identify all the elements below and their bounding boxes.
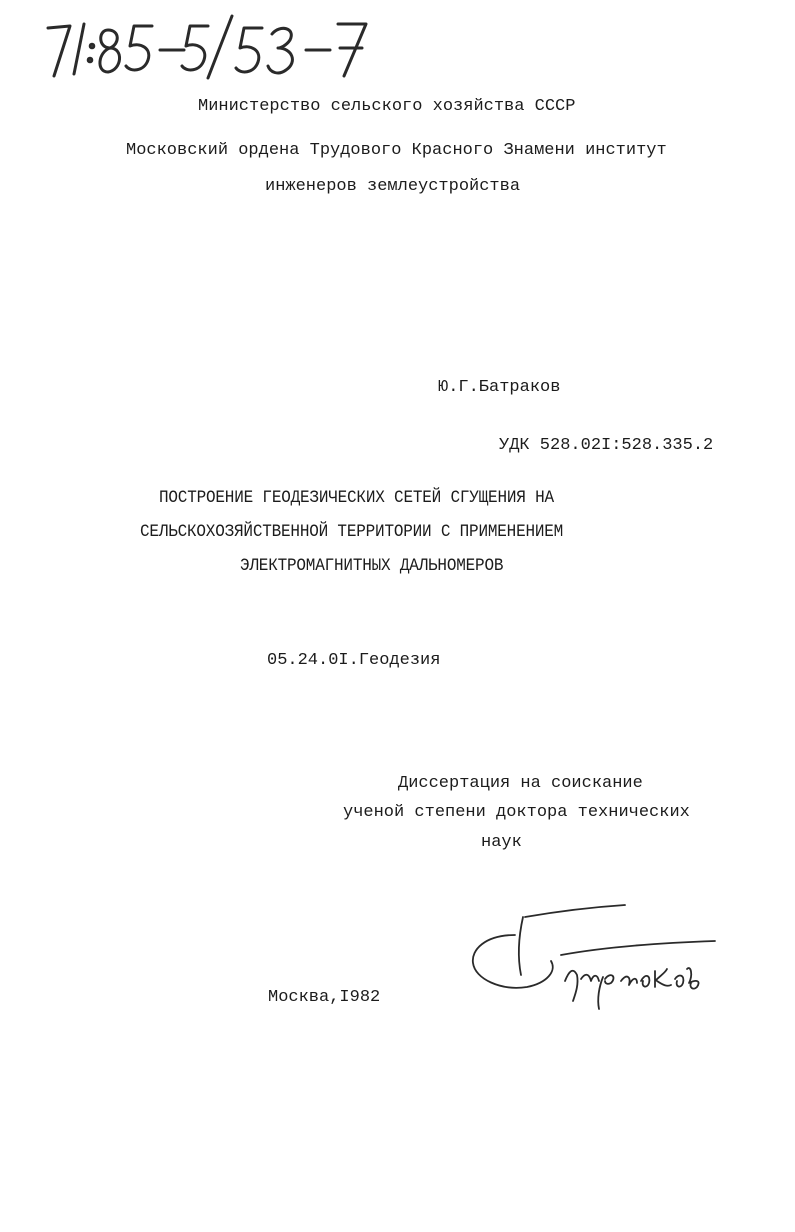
degree-line-2: ученой степени доктора технических xyxy=(343,803,690,822)
institute-name-line-2: инженеров землеустройства xyxy=(265,177,521,196)
udk-code: УДК 528.02I:528.335.2 xyxy=(499,436,714,455)
author-signature xyxy=(465,895,725,1025)
title-line-3: ЭЛЕКТРОМАГНИТНЫХ ДАЛЬНОМЕРОВ xyxy=(240,555,504,576)
degree-line-1: Диссертация на соискание xyxy=(398,774,643,793)
institute-name-line-1: Московский ордена Трудового Красного Знамени институт xyxy=(126,141,667,160)
place-and-year: Москва,I982 xyxy=(268,988,381,1007)
degree-line-3: наук xyxy=(481,833,522,852)
ministry-name: Министерство сельского хозяйства СССР xyxy=(198,97,576,116)
title-line-1: ПОСТРОЕНИЕ ГЕОДЕЗИЧЕСКИХ СЕТЕЙ СГУЩЕНИЯ НА xyxy=(159,487,554,508)
author-name: Ю.Г.Батраков xyxy=(438,378,561,397)
title-line-2: СЕЛЬСКОХОЗЯЙСТВЕННОЙ ТЕРРИТОРИИ С ПРИМЕНЕНИЕМ xyxy=(140,521,564,542)
specialty-code: 05.24.0I.Геодезия xyxy=(267,651,441,670)
handwritten-archive-code xyxy=(40,10,370,80)
